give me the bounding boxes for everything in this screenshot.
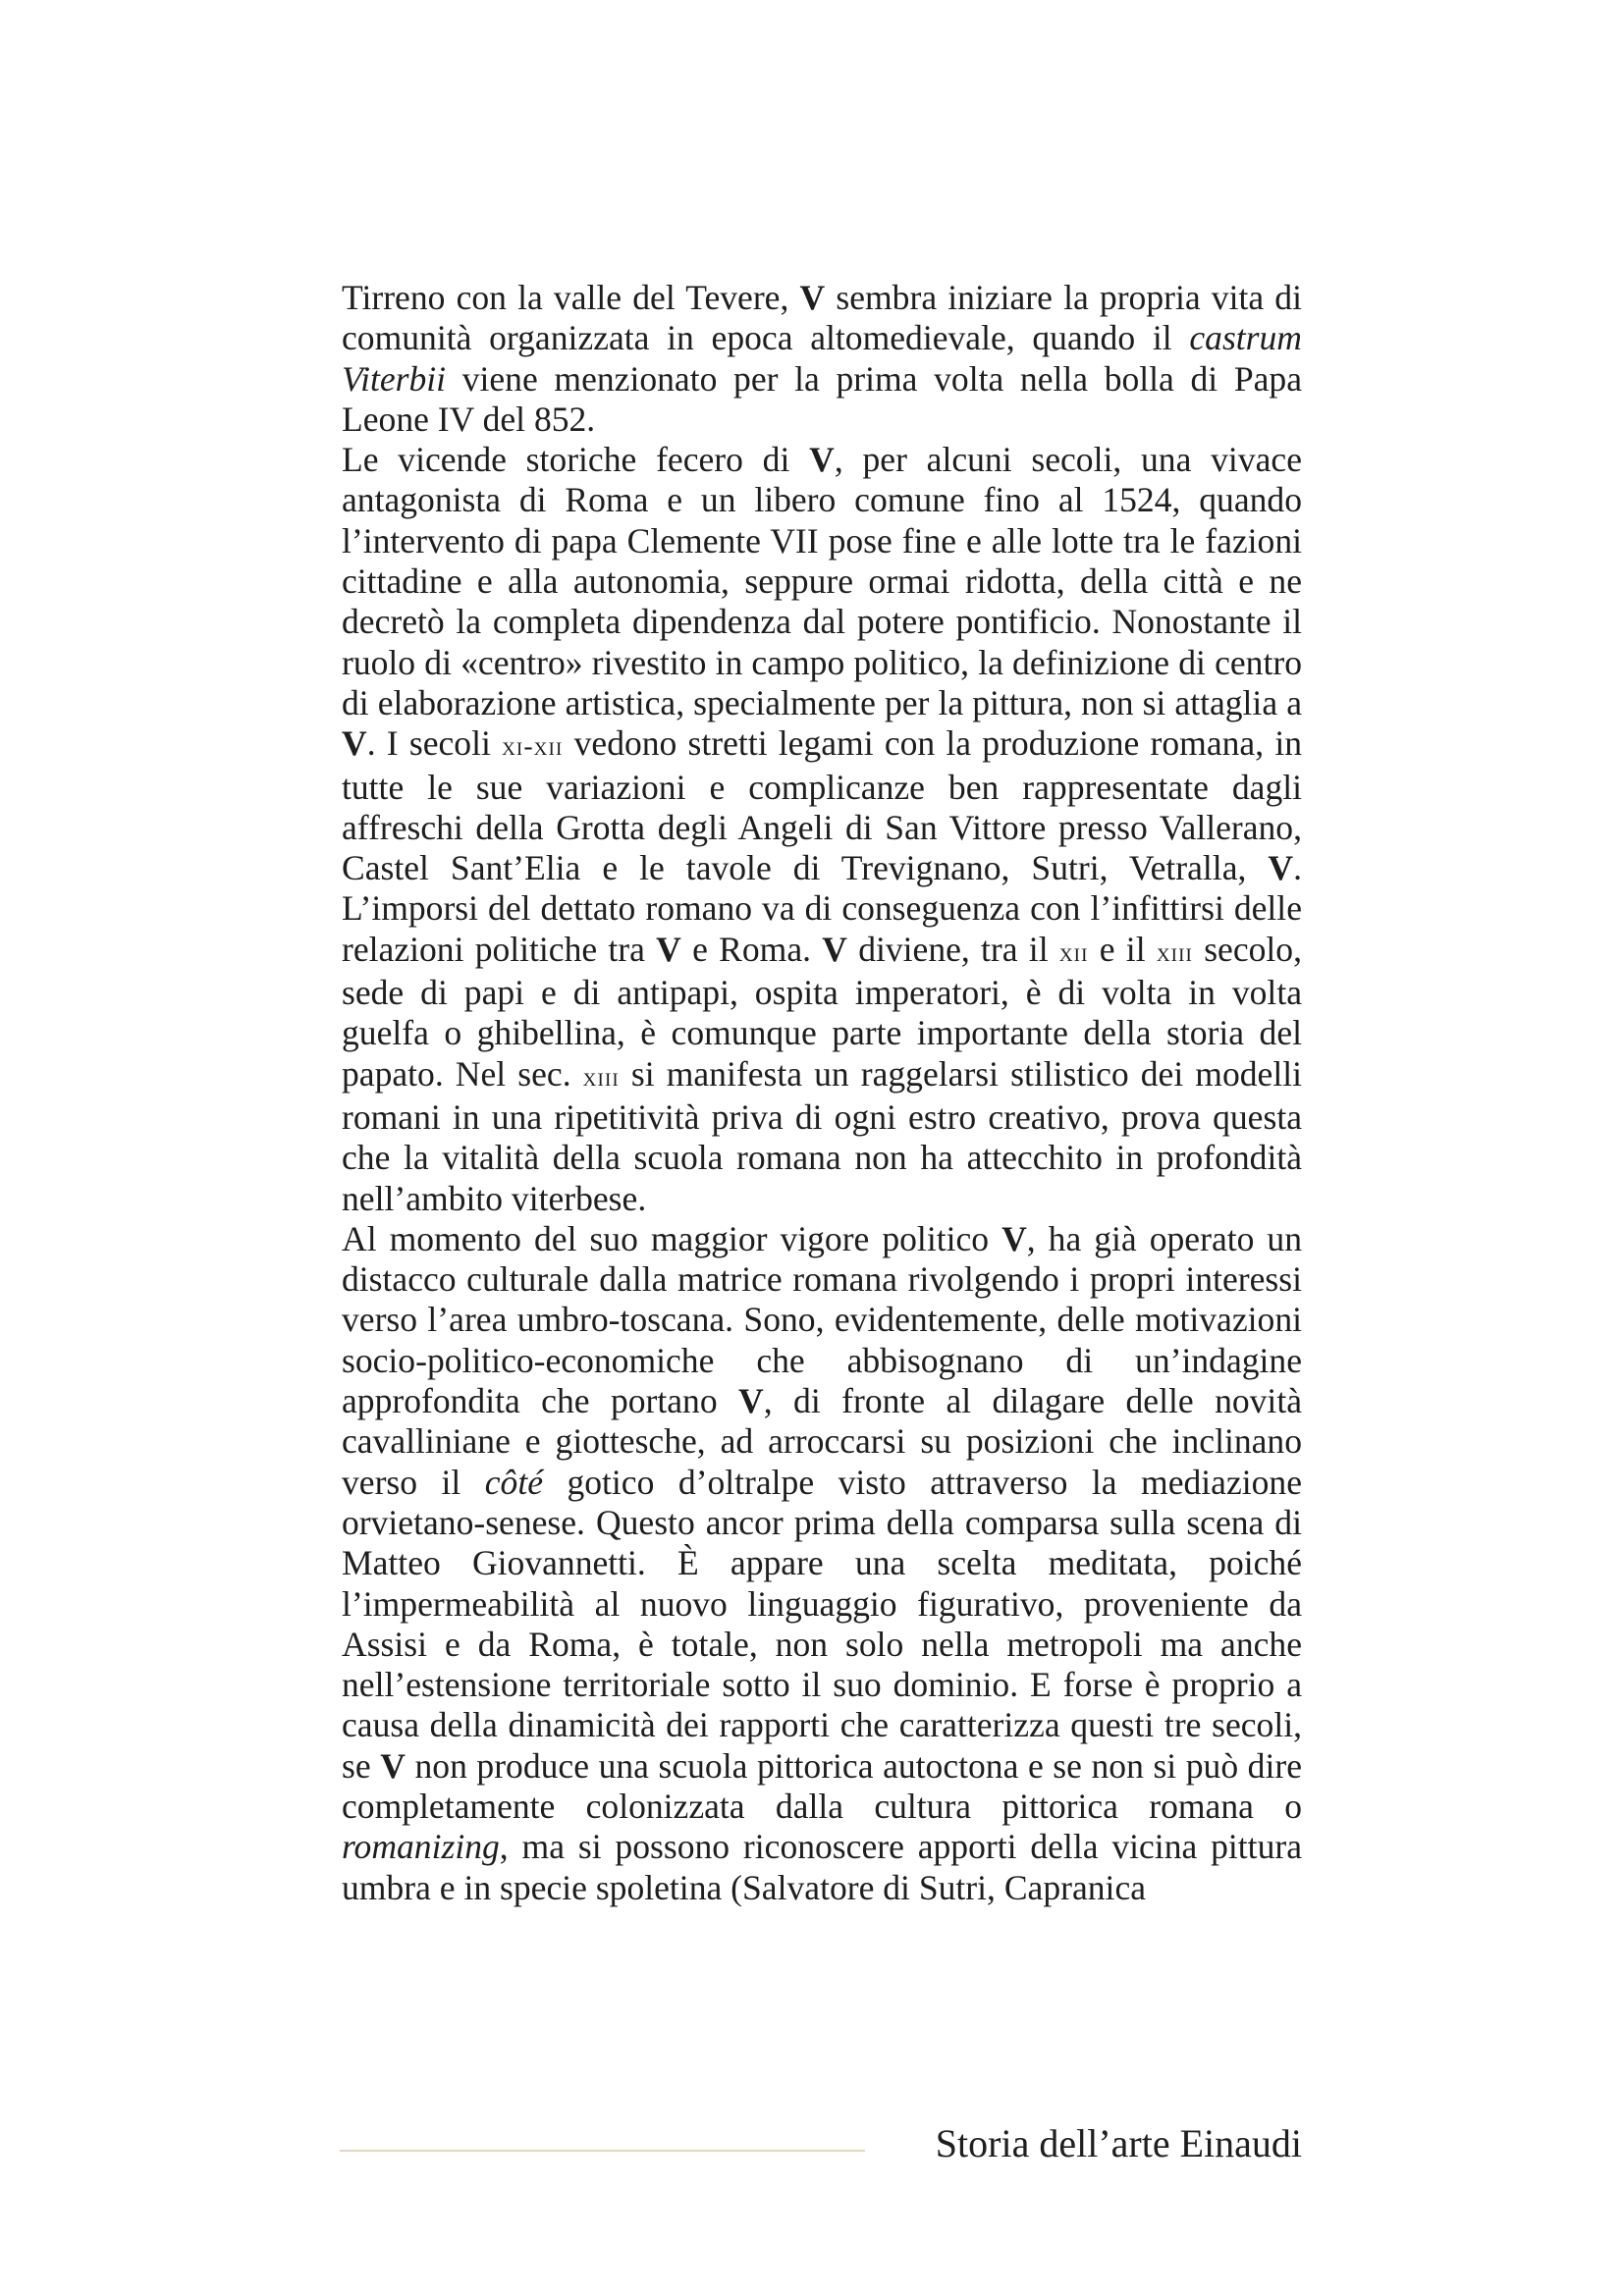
body-text xyxy=(342,278,1302,1908)
text-run: non produce una scuola pittorica autoctona e se non si può dire completamente colonizzata dalla cultura pittorica romana o xyxy=(342,1745,1302,1826)
bold-run: V xyxy=(1268,848,1294,888)
bold-run: V xyxy=(738,1381,764,1421)
bold-run: V xyxy=(342,723,367,764)
text-run: diviene, tra il xyxy=(846,929,1059,969)
bold-run: V xyxy=(1001,1218,1027,1258)
paragraph xyxy=(342,278,1302,440)
bold-run: V xyxy=(799,278,826,317)
smallcaps-run: xiii xyxy=(582,1061,620,1093)
bold-run: V xyxy=(809,440,835,480)
paragraph xyxy=(342,440,1302,1219)
footer-rule xyxy=(340,2150,865,2152)
text-run: , di fronte al dilagare delle novità cavalliniane e giottesche, ad arroccarsi su posizioni che inclinano verso il xyxy=(342,1381,1302,1502)
italic-run: castrum Viterbii xyxy=(342,318,1302,399)
text-run: Le vicende storiche fecero di xyxy=(342,440,810,480)
text-run: Tirreno con la valle del Tevere, xyxy=(342,278,800,317)
footer-title: Storia dell’arte Einaudi xyxy=(935,2121,1302,2165)
smallcaps-run: xii xyxy=(1058,936,1089,968)
text-run: vedono stretti legami con la produzione romana, in tutte le sue variazioni e complicanze ben rappresentate dagli affreschi della Grotta degli Angeli di San Vittore presso Vallerano, Castel Sant’Elia e le tavole di Trevignano, Sutri, Vetralla, xyxy=(342,723,1302,888)
italic-run: romanizing xyxy=(342,1827,500,1867)
italic-run: côté xyxy=(484,1462,543,1502)
text-run: . L’imporsi del dettato romano va di conseguenza con l’infittirsi delle relazioni politiche tra xyxy=(342,848,1302,969)
text-run: e Roma. xyxy=(680,929,823,969)
text-run: gotico d’oltralpe visto attraverso la mediazione orvietano-senese. Questo ancor prima della comparsa sulla scena di Matteo Giovannetti. È appare una scelta meditata, poiché l’impermeabilità al nuovo linguaggio figurativo, proveniente da Assisi e da Roma, è totale, non solo nella metropoli ma anche nell’estensione territoriale sotto il suo dominio. E forse è proprio a causa della dinamicità dei rapporti che caratterizza questi tre secoli, se xyxy=(342,1462,1303,1786)
text-run: viene menzionato per la prima volta nella bolla di Papa Leone IV del 852. xyxy=(342,358,1302,439)
bold-run: V xyxy=(656,929,681,969)
text-run: e il xyxy=(1088,929,1157,969)
text-run: , ma si possono riconoscere apporti della vicina pittura umbra e in specie spoletina (Salvatore di Sutri, Capranica xyxy=(342,1827,1302,1907)
text-run: . I secoli xyxy=(366,723,503,764)
text-run: , per alcuni secoli, una vivace antagonista di Roma e un libero comune fino al 1524, quando l’intervento di papa Clemente VII pose fine e alle lotte tra le fazioni cittadine e alla autonomia, seppure ormai ridotta, della città e ne decretò la completa dipendenza dal potere pontificio. Nonostante il ruolo di «centro» rivestito in campo politico, la definizione di centro di elaborazione artistica, specialmente per la pittura, non si attaglia a xyxy=(342,440,1302,722)
bold-run: V xyxy=(380,1745,406,1786)
text-run: Al momento del suo maggior vigore politico xyxy=(342,1218,1002,1258)
bold-run: V xyxy=(822,929,847,969)
smallcaps-run: xiii xyxy=(1156,936,1193,968)
text-run: , ha già operato un distacco culturale dalla matrice romana rivolgendo i propri interessi verso l’area umbro-toscana. Sono, evidentemente, delle motivazioni socio-politico-economiche che abbisognano di un’indagine approfondita che portano xyxy=(342,1218,1302,1421)
text-run: secolo, sede di papi e di antipapi, ospita imperatori, è di volta in volta guelfa o ghibellina, è comunque parte importante della storia del papato. Nel sec. xyxy=(342,929,1302,1094)
text-run: si manifesta un raggelarsi stilistico dei modelli romani in una ripetitività priva di ogni estro creativo, prova questa che la vitalità della scuola romana non ha attecchito in profondità nell’ambito viterbese. xyxy=(342,1053,1303,1218)
text-run: sembra iniziare la propria vita di comunità organizzata in epoca altomedievale, quando il xyxy=(342,278,1302,358)
smallcaps-run: xi-xii xyxy=(502,731,564,763)
paragraph xyxy=(342,1219,1302,1908)
